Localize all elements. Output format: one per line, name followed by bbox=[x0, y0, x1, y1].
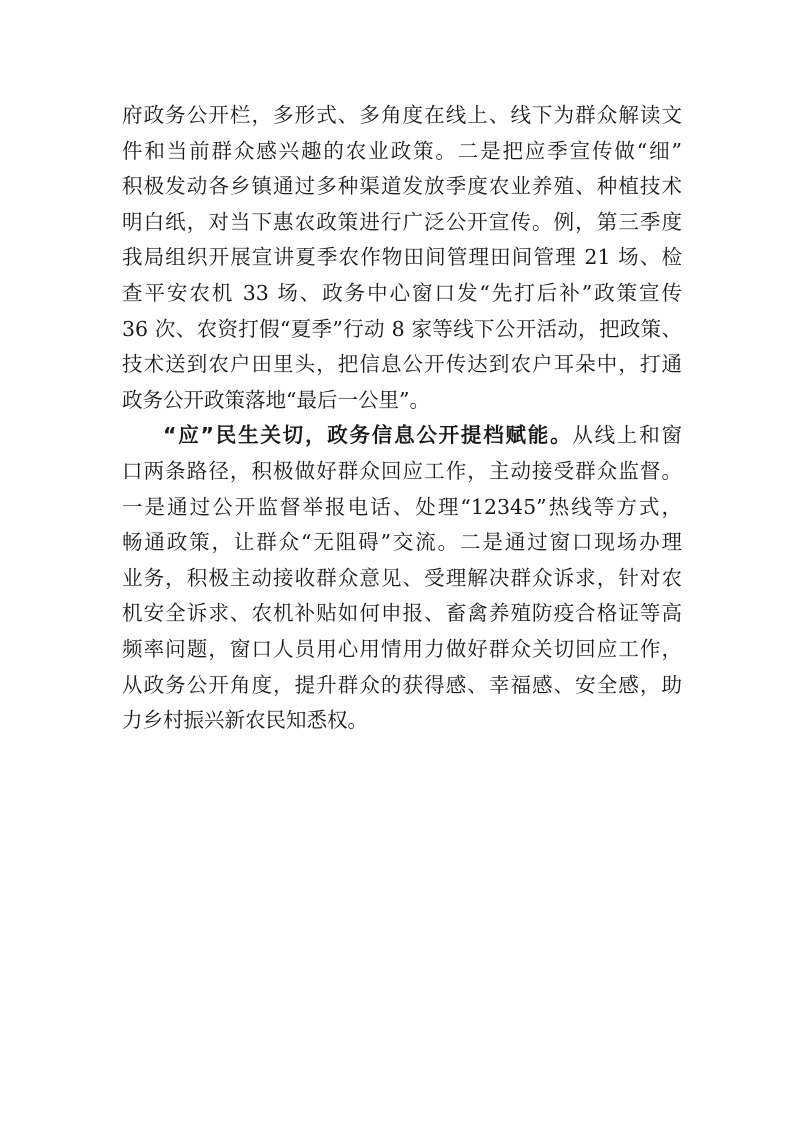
text-line: 积极发动各乡镇通过多种渠道发放季度农业养殖、种植技术 bbox=[122, 174, 682, 199]
paragraph-heading: “应”民生关切，政务信息公开提档赋能。 bbox=[163, 423, 573, 448]
text-line: 我局组织开展宣讲夏季农作物田间管理田间管理 21 场、检 bbox=[122, 245, 682, 270]
paragraph-2 bbox=[122, 418, 682, 738]
text-line: 技术送到农户田里头，把信息公开传达到农户耳朵中，打通 bbox=[122, 352, 682, 377]
document-body bbox=[122, 98, 682, 739]
text-line: 业务，积极主动接收群众意见、受理解决群众诉求，针对农 bbox=[122, 565, 682, 590]
text-line: 府政务公开栏，多形式、多角度在线上、线下为群众解读文 bbox=[122, 103, 682, 127]
text-line: 从政务公开角度，提升群众的获得感、幸福感、安全感，助 bbox=[122, 672, 682, 697]
text-line: 口两条路径，积极做好群众回应工作，主动接受群众监督。 bbox=[122, 458, 682, 483]
text-line: 明白纸，对当下惠农政策进行广泛公开宣传。例，第三季度 bbox=[122, 209, 682, 234]
text-line: 政务公开政策落地“最后一公里”。 bbox=[122, 387, 430, 412]
paragraph-1 bbox=[122, 98, 682, 418]
text-line: 频率问题，窗口人员用心用情用力做好群众关切回应工作， bbox=[122, 636, 682, 661]
text-line: 畅通政策，让群众“无阻碍”交流。二是通过窗口现场办理 bbox=[122, 530, 682, 555]
text-line: 36 次、农资打假“夏季”行动 8 家等线下公开活动，把政策、 bbox=[122, 316, 682, 341]
text-line: 查平安农机 33 场、政务中心窗口发“先打后补”政策宣传 bbox=[122, 280, 682, 305]
first-line-rest: 从线上和窗 bbox=[572, 423, 682, 448]
paragraph-2-first-line bbox=[122, 418, 682, 454]
text-line: 一是通过公开监督举报电话、处理“12345”热线等方式， bbox=[122, 494, 682, 519]
text-line: 机安全诉求、农机补贴如何申报、畜禽养殖防疫合格证等高 bbox=[122, 601, 682, 626]
text-line: 力乡村振兴新农民知悉权。 bbox=[122, 708, 368, 733]
text-line: 件和当前群众感兴趣的农业政策。二是把应季宣传做“细” bbox=[122, 138, 682, 163]
